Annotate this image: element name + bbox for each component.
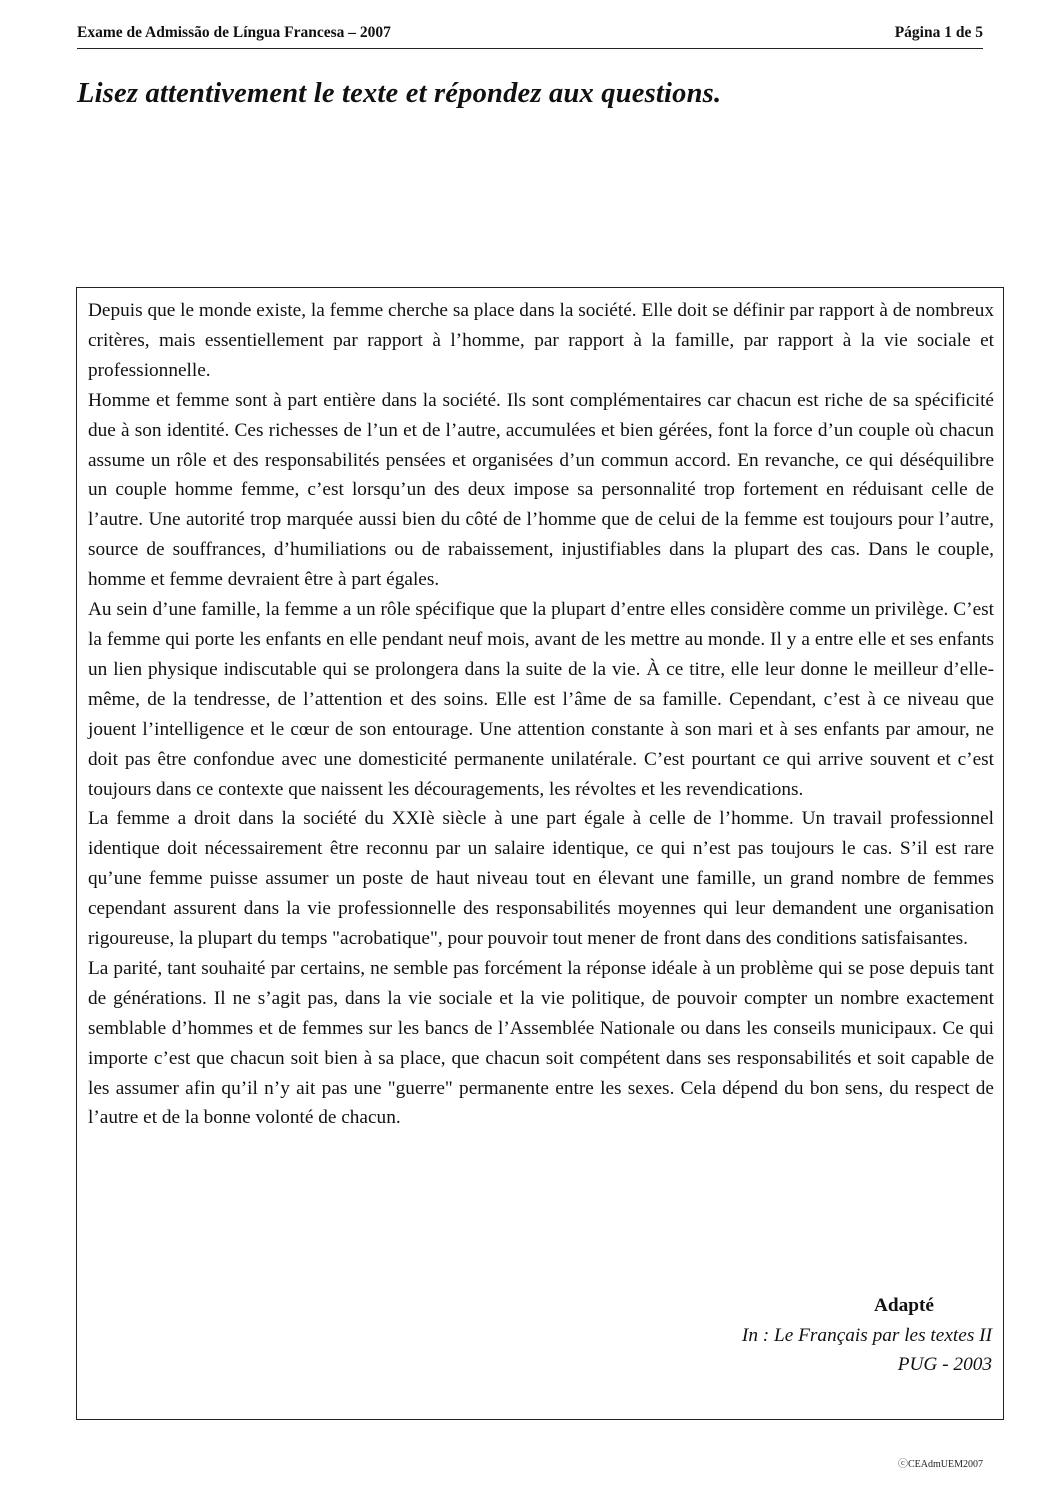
source-citation (742, 1291, 992, 1380)
paragraph-3: Au sein d’une famille, la femme a un rôle spécifique que la plupart d’entre elles considère comme un privilège. C’est la femme qui porte les enfants en elle pendant neuf mois, avant de les mettre au monde. Il y a entre elle et ses enfants un lien physique indiscutable qui se prolongera dans la suite de la vie. À ce titre, elle leur donne le meilleur d’elle-même, de la tendresse, de l’attention et des soins. Elle est l’âme de sa famille. Cependant, c’est à ce niveau que jouent l’intelligence et le cœur de son entourage. Une attention constante à son mari et à ses enfants par amour, ne doit pas être confondue avec une domesticité permanente unilatérale. C’est pourtant ce qui arrive souvent et c’est toujours dans ce contexte que naissent les découragements, les révoltes et les revendications. (88, 599, 994, 800)
page-header (77, 22, 983, 49)
reading-text (88, 296, 994, 1133)
paragraph-2: Homme et femme sont à part entière dans la société. Ils sont complémentaires car chacun est riche de sa spécificité due à son identité. Ces richesses de l’un et de l’autre, accumulées et bien gérées, font la force d’un couple où chacun assume un rôle et des responsabilités pensées et organisées d’un commun accord. En revanche, ce qui déséquilibre un couple homme femme, c’est lorsqu’un des deux impose sa personnalité trop fortement en réduisant celle de l’autre. Une autorité trop marquée aussi bien du côté de l’homme que de celui de la femme est toujours pour l’autre, source de souffrances, d’humiliations ou de rabaissement, injustifiables dans la plupart des cas. Dans le couple, homme et femme devraient être à part égales. (88, 389, 994, 591)
copyright-footer: ⓒCEAdmUEM2007 (898, 1459, 983, 1470)
reading-text-box (76, 287, 1004, 1420)
source-adapted: Adapté (874, 1295, 934, 1316)
paragraph-5: La parité, tant souhaité par certains, ne semble pas forcément la réponse idéale à un problème qui se pose depuis tant de générations. Il ne s’agit pas, dans la vie sociale et la vie politique, de pouvoir compter un nombre exactement semblable d’hommes et de femmes sur les bancs de l’Assemblée Nationale ou dans les conseils municipaux. Ce qui importe c’est que chacun soit bien à sa place, que chacun soit compétent dans ses responsabilités et soit capable de les assumer afin qu’il n’y ait pas une "guerre" permanente entre les sexes. Cela dépend du bon sens, du respect de l’autre et de la bonne volonté de chacun. (88, 957, 994, 1129)
paragraph-4: La femme a droit dans la société du XXIè siècle à une part égale à celle de l’homme. Un travail professionnel identique doit nécessairement être reconnu par un salaire identique, ce qui n’est pas toujours le cas. S’il est rare qu’une femme puisse assumer un poste de haut niveau tout en élevant une famille, un grand nombre de femmes cependant assurent dans la vie professionnelle des responsabilités moyennes qui leur demandent une organisation rigoureuse, la plupart du temps "acrobatique", pour pouvoir tout mener de front dans des conditions satisfaisantes. (88, 808, 994, 950)
source-publisher: PUG - 2003 (897, 1354, 992, 1375)
paragraph-1: Depuis que le monde existe, la femme cherche sa place dans la société. Elle doit se définir par rapport à de nombreux critères, mais essentiellement par rapport à l’homme, par rapport à la famille, par rapport à la vie sociale et professionnelle. (88, 300, 994, 381)
page-number: Página 1 de 5 (894, 24, 983, 41)
exam-title: Exame de Admissão de Língua Francesa – 2007 (77, 24, 391, 41)
source-book: In : Le Français par les textes II (741, 1324, 992, 1346)
instruction-heading: Lisez attentivement le texte et répondez aux questions. (77, 78, 722, 109)
